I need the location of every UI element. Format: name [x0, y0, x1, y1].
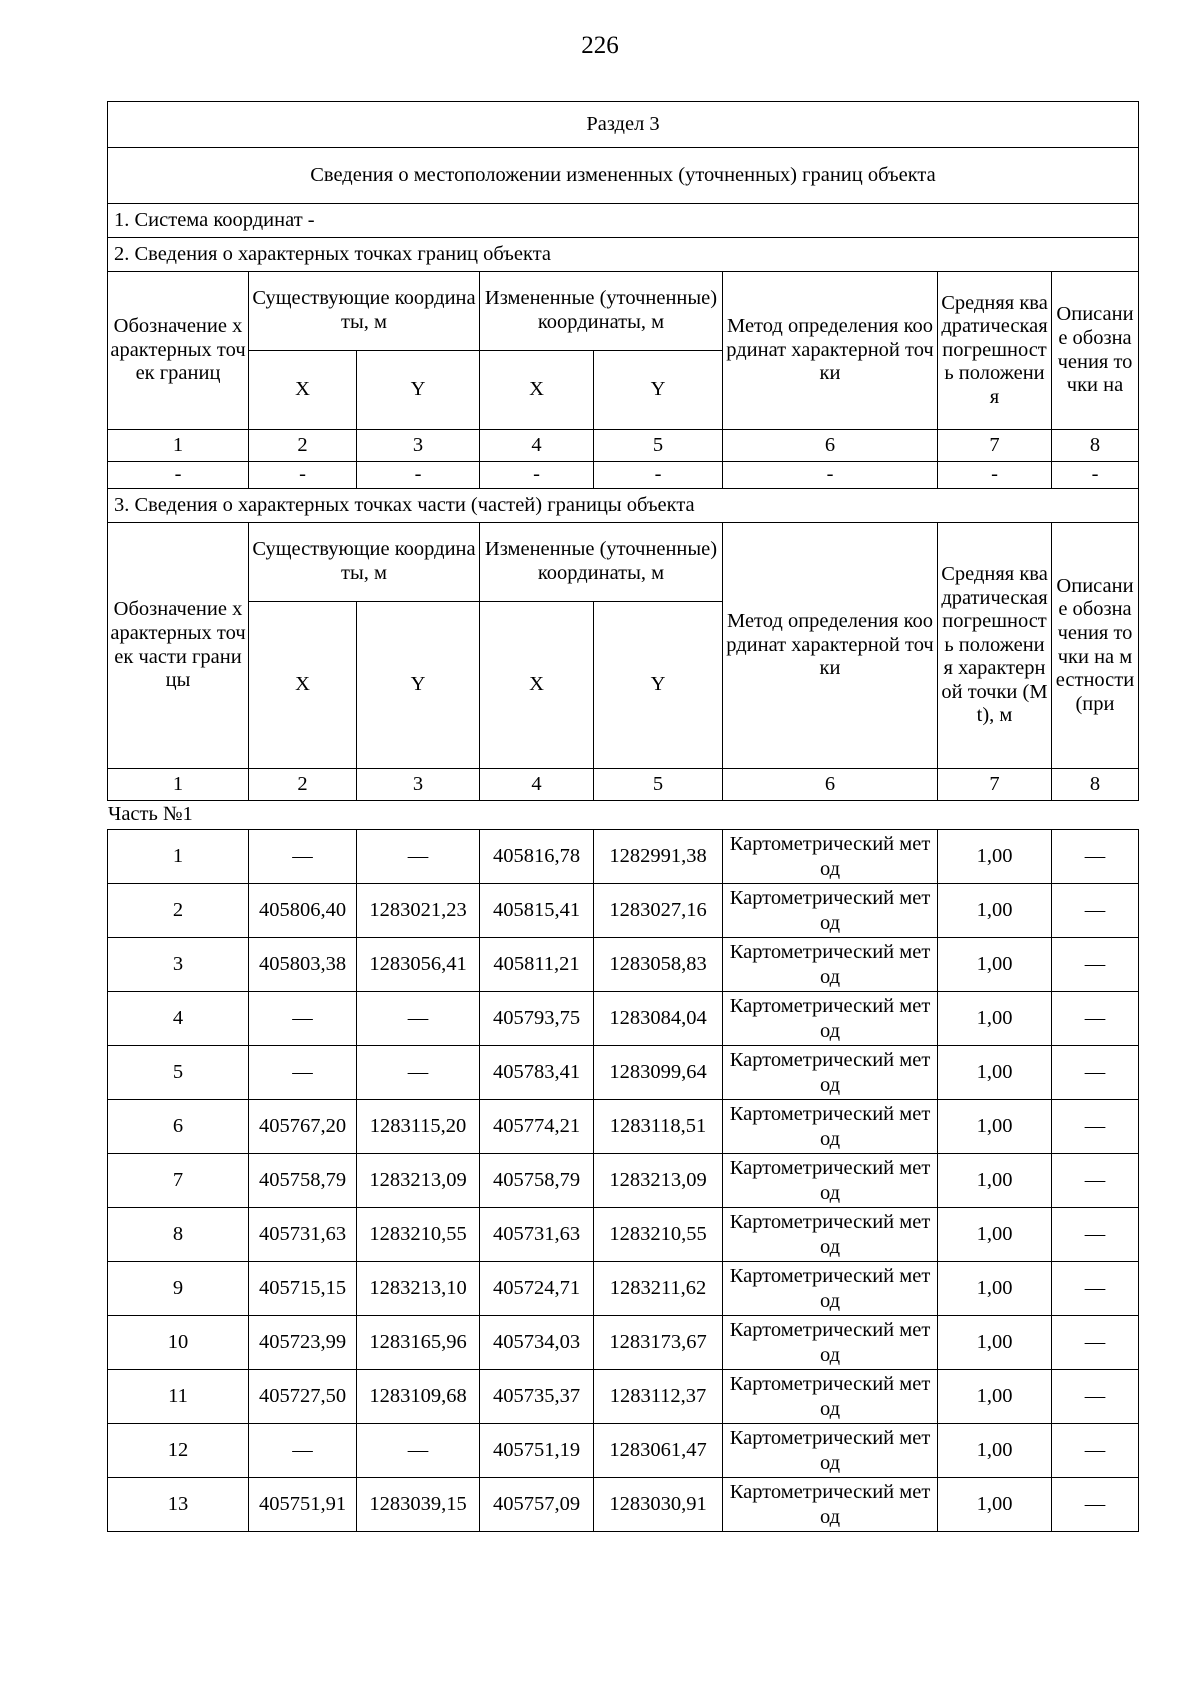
description: — — [1052, 1478, 1139, 1532]
empty-cell: - — [357, 462, 480, 489]
table-row — [108, 1154, 1139, 1208]
method: Картометрический метод — [723, 1262, 938, 1316]
point-number: 5 — [108, 1046, 249, 1100]
column-number: 5 — [594, 769, 723, 801]
description: — — [1052, 830, 1139, 884]
description: — — [1052, 1154, 1139, 1208]
coordinate-system: 1. Система координат - — [108, 204, 1139, 238]
description: — — [1052, 1370, 1139, 1424]
description: — — [1052, 884, 1139, 938]
empty-cell: - — [108, 462, 249, 489]
point-number: 10 — [108, 1316, 249, 1370]
existing-y: 1283165,96 — [357, 1316, 480, 1370]
description: — — [1052, 1046, 1139, 1100]
table-row — [108, 992, 1139, 1046]
b3-header-existing: Существующие координаты, м — [249, 523, 480, 602]
method: Картометрический метод — [723, 1370, 938, 1424]
changed-x: 405724,71 — [480, 1262, 594, 1316]
changed-y: 1283112,37 — [594, 1370, 723, 1424]
b2-header-changed: Измененные (уточненные) координаты, м — [480, 272, 723, 351]
part-label: Часть №1 — [108, 801, 1139, 830]
b2-empty-row — [108, 462, 1139, 489]
b3-header-designation: Обозначение характерных точек части границы — [108, 523, 249, 769]
method: Картометрический метод — [723, 1100, 938, 1154]
changed-y: 1283030,91 — [594, 1478, 723, 1532]
empty-cell: - — [480, 462, 594, 489]
existing-y: 1283213,09 — [357, 1154, 480, 1208]
column-number: 8 — [1052, 769, 1139, 801]
existing-x: 405767,20 — [249, 1100, 357, 1154]
column-number: 8 — [1052, 430, 1139, 462]
existing-y: 1283213,10 — [357, 1262, 480, 1316]
column-number: 7 — [938, 769, 1052, 801]
block2-title: 2. Сведения о характерных точках границ объекта — [108, 238, 1139, 272]
existing-x: 405715,15 — [249, 1262, 357, 1316]
changed-y: 1283084,04 — [594, 992, 723, 1046]
error-value: 1,00 — [938, 884, 1052, 938]
b3-header-method: Метод определения координат характерной точки — [723, 523, 938, 769]
method: Картометрический метод — [723, 1478, 938, 1532]
column-number: 1 — [108, 430, 249, 462]
existing-y: 1283115,20 — [357, 1100, 480, 1154]
error-value: 1,00 — [938, 1316, 1052, 1370]
point-number: 1 — [108, 830, 249, 884]
error-value: 1,00 — [938, 1100, 1052, 1154]
b2-header-description: Описание обозначения точки на — [1052, 272, 1139, 430]
point-number: 6 — [108, 1100, 249, 1154]
empty-cell: - — [938, 462, 1052, 489]
point-number: 8 — [108, 1208, 249, 1262]
description: — — [1052, 1316, 1139, 1370]
error-value: 1,00 — [938, 1478, 1052, 1532]
changed-y: 1283099,64 — [594, 1046, 723, 1100]
existing-x: 405723,99 — [249, 1316, 357, 1370]
point-number: 9 — [108, 1262, 249, 1316]
table-row — [108, 1262, 1139, 1316]
error-value: 1,00 — [938, 1262, 1052, 1316]
error-value: 1,00 — [938, 1208, 1052, 1262]
table-row — [108, 1478, 1139, 1532]
b3-header-description: Описание обозначения точки на местности (при — [1052, 523, 1139, 769]
column-number: 2 — [249, 769, 357, 801]
changed-x: 405783,41 — [480, 1046, 594, 1100]
existing-x: — — [249, 1424, 357, 1478]
b2-header-changed-x: X — [480, 351, 594, 430]
changed-y: 1282991,38 — [594, 830, 723, 884]
description: — — [1052, 1424, 1139, 1478]
changed-y: 1283211,62 — [594, 1262, 723, 1316]
empty-cell: - — [249, 462, 357, 489]
section-title: Раздел 3 — [108, 102, 1139, 148]
existing-y: 1283039,15 — [357, 1478, 480, 1532]
existing-x: — — [249, 830, 357, 884]
error-value: 1,00 — [938, 1370, 1052, 1424]
error-value: 1,00 — [938, 938, 1052, 992]
b3-header-existing-x: X — [249, 602, 357, 769]
table-row — [108, 938, 1139, 992]
table-row — [108, 1100, 1139, 1154]
b2-column-numbers — [108, 430, 1139, 462]
existing-x: 405731,63 — [249, 1208, 357, 1262]
existing-x: — — [249, 1046, 357, 1100]
method: Картометрический метод — [723, 884, 938, 938]
changed-x: 405735,37 — [480, 1370, 594, 1424]
method: Картометрический метод — [723, 1154, 938, 1208]
point-number: 12 — [108, 1424, 249, 1478]
column-number: 4 — [480, 430, 594, 462]
column-number: 5 — [594, 430, 723, 462]
b2-header-method: Метод определения координат характерной точки — [723, 272, 938, 430]
changed-x: 405816,78 — [480, 830, 594, 884]
column-number: 4 — [480, 769, 594, 801]
method: Картометрический метод — [723, 992, 938, 1046]
column-number: 3 — [357, 430, 480, 462]
b3-header-changed-x: X — [480, 602, 594, 769]
table-row — [108, 1316, 1139, 1370]
b2-header-changed-y: Y — [594, 351, 723, 430]
description: — — [1052, 1262, 1139, 1316]
existing-x: — — [249, 992, 357, 1046]
changed-x: 405793,75 — [480, 992, 594, 1046]
changed-y: 1283210,55 — [594, 1208, 723, 1262]
changed-y: 1283061,47 — [594, 1424, 723, 1478]
point-number: 13 — [108, 1478, 249, 1532]
method: Картометрический метод — [723, 1316, 938, 1370]
changed-x: 405811,21 — [480, 938, 594, 992]
description: — — [1052, 1100, 1139, 1154]
method: Картометрический метод — [723, 1424, 938, 1478]
b2-header-designation: Обозначение характерных точек границ — [108, 272, 249, 430]
empty-cell: - — [594, 462, 723, 489]
b3-column-numbers — [108, 769, 1139, 801]
b3-header-existing-y: Y — [357, 602, 480, 769]
changed-y: 1283058,83 — [594, 938, 723, 992]
column-number: 6 — [723, 430, 938, 462]
description: — — [1052, 1208, 1139, 1262]
changed-x: 405774,21 — [480, 1100, 594, 1154]
column-number: 1 — [108, 769, 249, 801]
error-value: 1,00 — [938, 1424, 1052, 1478]
description: — — [1052, 938, 1139, 992]
section-subtitle: Сведения о местоположении измененных (уточненных) границ объекта — [108, 148, 1139, 204]
table-row — [108, 884, 1139, 938]
column-number: 6 — [723, 769, 938, 801]
error-value: 1,00 — [938, 1154, 1052, 1208]
point-number: 3 — [108, 938, 249, 992]
changed-y: 1283118,51 — [594, 1100, 723, 1154]
b2-header-existing-y: Y — [357, 351, 480, 430]
existing-y: — — [357, 830, 480, 884]
boundary-table — [107, 101, 1139, 1532]
existing-y: — — [357, 1046, 480, 1100]
changed-y: 1283173,67 — [594, 1316, 723, 1370]
existing-y: — — [357, 1424, 480, 1478]
changed-x: 405758,79 — [480, 1154, 594, 1208]
page-number: 226 — [581, 32, 619, 59]
method: Картометрический метод — [723, 1208, 938, 1262]
changed-x: 405751,19 — [480, 1424, 594, 1478]
table-row — [108, 830, 1139, 884]
table-row — [108, 1370, 1139, 1424]
method: Картометрический метод — [723, 1046, 938, 1100]
b3-header-error: Средняя квадратическая погрешность положения характерной точки (Mt), м — [938, 523, 1052, 769]
existing-y: 1283109,68 — [357, 1370, 480, 1424]
changed-x: 405815,41 — [480, 884, 594, 938]
point-number: 11 — [108, 1370, 249, 1424]
empty-cell: - — [1052, 462, 1139, 489]
changed-x: 405731,63 — [480, 1208, 594, 1262]
existing-y: 1283210,55 — [357, 1208, 480, 1262]
b3-header-changed: Измененные (уточненные) координаты, м — [480, 523, 723, 602]
block3-title: 3. Сведения о характерных точках части (частей) границы объекта — [108, 489, 1139, 523]
description: — — [1052, 992, 1139, 1046]
point-number: 2 — [108, 884, 249, 938]
existing-x: 405727,50 — [249, 1370, 357, 1424]
changed-y: 1283213,09 — [594, 1154, 723, 1208]
point-number: 4 — [108, 992, 249, 1046]
point-number: 7 — [108, 1154, 249, 1208]
error-value: 1,00 — [938, 1046, 1052, 1100]
b2-header-existing: Существующие координаты, м — [249, 272, 480, 351]
b3-header-changed-y: Y — [594, 602, 723, 769]
existing-x: 405806,40 — [249, 884, 357, 938]
empty-cell: - — [723, 462, 938, 489]
column-number: 2 — [249, 430, 357, 462]
table-row — [108, 1208, 1139, 1262]
b2-header-error: Средняя квадратическая погрешность положения — [938, 272, 1052, 430]
existing-y: 1283021,23 — [357, 884, 480, 938]
table-row — [108, 1424, 1139, 1478]
changed-y: 1283027,16 — [594, 884, 723, 938]
existing-y: — — [357, 992, 480, 1046]
column-number: 7 — [938, 430, 1052, 462]
changed-x: 405734,03 — [480, 1316, 594, 1370]
existing-x: 405751,91 — [249, 1478, 357, 1532]
method: Картометрический метод — [723, 830, 938, 884]
table-row — [108, 1046, 1139, 1100]
existing-x: 405758,79 — [249, 1154, 357, 1208]
column-number: 3 — [357, 769, 480, 801]
error-value: 1,00 — [938, 992, 1052, 1046]
changed-x: 405757,09 — [480, 1478, 594, 1532]
b2-header-existing-x: X — [249, 351, 357, 430]
method: Картометрический метод — [723, 938, 938, 992]
existing-y: 1283056,41 — [357, 938, 480, 992]
error-value: 1,00 — [938, 830, 1052, 884]
existing-x: 405803,38 — [249, 938, 357, 992]
